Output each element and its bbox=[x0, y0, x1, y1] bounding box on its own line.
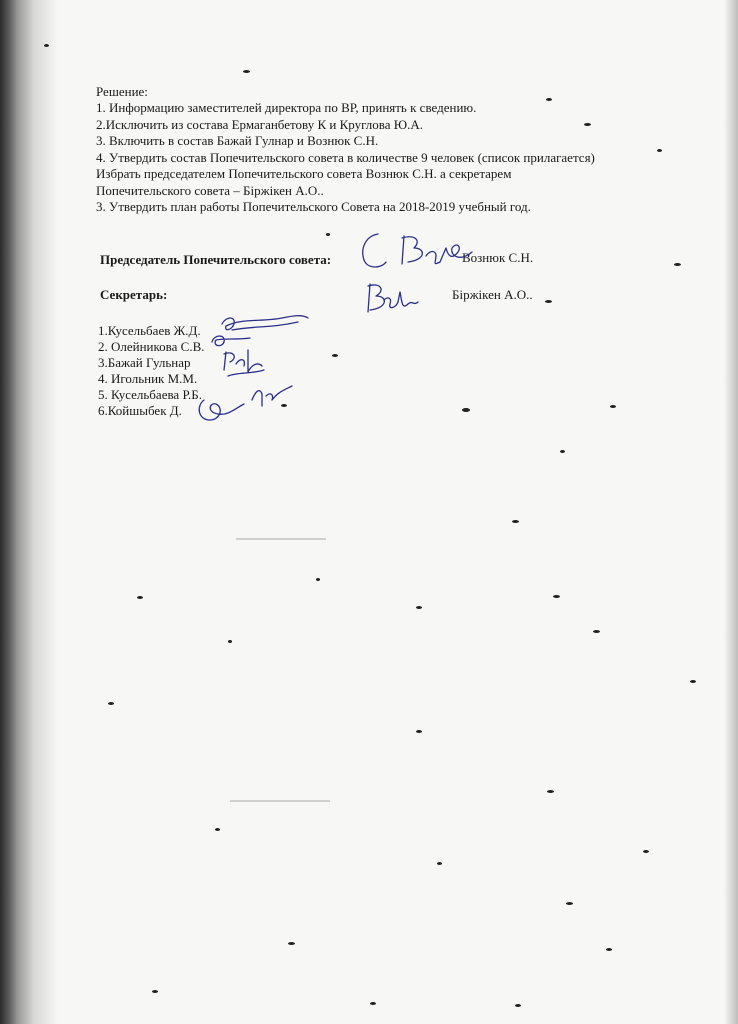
member-6-signature-icon bbox=[194, 394, 250, 426]
member-3-signature-icon bbox=[218, 344, 270, 384]
scan-speck bbox=[108, 702, 114, 705]
scan-speck bbox=[332, 354, 338, 357]
scan-speck bbox=[547, 790, 554, 793]
scan-speck bbox=[690, 680, 696, 683]
chair-name: Вознюк С.Н. bbox=[462, 250, 534, 265]
scan-speck bbox=[606, 948, 612, 951]
scan-speck bbox=[657, 149, 662, 152]
scan-edge-shadow bbox=[0, 0, 58, 1024]
chair-label: Председатель Попечительского совета: bbox=[100, 252, 332, 267]
decision-item-6: Попечительского совета – Біржікен А.О.. bbox=[96, 183, 324, 198]
scan-speck bbox=[228, 640, 232, 643]
scan-edge-shadow-right bbox=[724, 0, 738, 1024]
secretary-label: Секретарь: bbox=[100, 287, 168, 302]
scan-speck bbox=[560, 450, 565, 453]
scan-speck bbox=[326, 233, 330, 236]
scan-speck bbox=[416, 606, 422, 609]
scan-speck bbox=[553, 595, 560, 598]
decision-item-7: 3. Утвердить план работы Попечительского Совета на 2018-2019 учебный год. bbox=[96, 199, 531, 214]
scan-speck bbox=[288, 942, 295, 945]
scan-speck bbox=[281, 404, 287, 407]
scan-speck bbox=[416, 730, 422, 733]
scan-speck bbox=[215, 828, 220, 831]
decision-item-1: 1. Информацию заместителей директора по ВР, принять к сведению. bbox=[96, 100, 477, 115]
scan-speck bbox=[437, 862, 442, 865]
secretary-signature-icon bbox=[362, 278, 422, 320]
scan-speck bbox=[152, 990, 158, 993]
scan-speck bbox=[593, 630, 600, 633]
scan-ghost-line bbox=[236, 538, 326, 540]
member-2: 2. Олейникова С.В. bbox=[98, 339, 205, 354]
member-3: 3.Бажай Гульнар bbox=[98, 355, 191, 370]
scan-speck bbox=[546, 98, 552, 101]
scan-speck bbox=[584, 123, 591, 126]
scan-speck bbox=[137, 596, 143, 599]
scan-speck bbox=[515, 1004, 521, 1007]
scan-speck bbox=[316, 578, 320, 581]
scan-speck bbox=[566, 902, 573, 905]
decision-heading: Решение: bbox=[96, 84, 148, 99]
member-1: 1.Кусельбаев Ж.Д. bbox=[98, 323, 201, 338]
decision-item-5: Избрать председателем Попечительского совета Вознюк С.Н. а секретарем bbox=[96, 166, 512, 181]
member-5-signature-icon bbox=[248, 380, 298, 410]
scan-speck bbox=[545, 300, 552, 303]
scan-speck bbox=[243, 70, 250, 73]
scan-ghost-line bbox=[230, 800, 330, 802]
member-5: 5. Кусельбаева Р.Б. bbox=[98, 387, 203, 402]
member-4: 4. Игольник М.М. bbox=[98, 371, 198, 386]
scan-speck bbox=[44, 44, 49, 47]
scan-speck bbox=[462, 408, 470, 412]
scan-speck bbox=[512, 520, 519, 523]
secretary-name: Біржікен А.О.. bbox=[452, 287, 533, 302]
scan-speck bbox=[610, 405, 616, 408]
decision-item-2: 2.Исключить из состава Ермаганбетову К и Круглова Ю.А. bbox=[96, 117, 423, 132]
decision-item-4: 4. Утвердить состав Попечительского совета в количестве 9 человек (список прилагается) bbox=[96, 150, 595, 165]
chair-signature-icon bbox=[356, 226, 476, 276]
scan-speck bbox=[674, 263, 681, 266]
decision-item-3: 3. Включить в состав Бажай Гулнар и Вознюк С.Н. bbox=[96, 133, 379, 148]
scan-speck bbox=[370, 1002, 376, 1005]
member-6: 6.Койшыбек Д. bbox=[98, 403, 182, 418]
scan-speck bbox=[643, 850, 649, 853]
